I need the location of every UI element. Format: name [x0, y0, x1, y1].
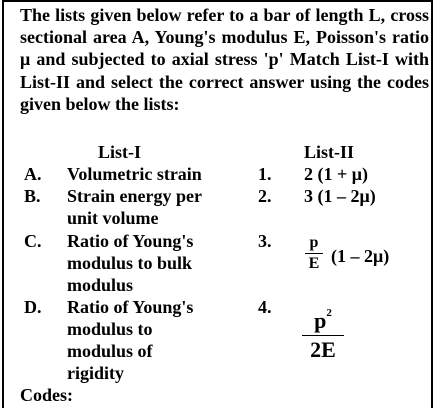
list1-item-c-line1: Ratio of Young's [67, 231, 194, 251]
fraction-bar [302, 335, 344, 336]
list2-heading: List-II [304, 142, 355, 162]
codes-label: Codes: [20, 385, 73, 405]
list1-item-b-line1: Strain energy per [67, 186, 202, 206]
list1-item-c-line3: modulus [67, 275, 134, 295]
list2-item-2: 3 (1 – 2μ) [304, 186, 376, 206]
list1-item-d-line4: rigidity [67, 363, 124, 383]
list1-item-d-line1: Ratio of Young's [67, 297, 194, 317]
list2-item-3-denominator: E [308, 255, 320, 272]
question-text: The lists given below refer to a bar of length L, cross sectional area A, Young's modulus E, Poisson's ratio μ and subjected to axial stress 'p' Match List-I with List-II and select the correct answer using the codes given below the lists: [20, 5, 429, 114]
list2-item-4-denominator: 2E [310, 337, 336, 362]
list1-key-c: C. [24, 231, 42, 251]
list1-item-b-line2: unit volume [67, 208, 159, 228]
list2-key-3: 3. [258, 231, 272, 251]
list2-item-4-numerator [302, 300, 344, 334]
list2-key-4: 4. [258, 297, 272, 317]
list1-key-d: D. [24, 297, 42, 317]
list2-item-3-numerator: p [309, 234, 319, 251]
list1-item-a-line1: Volumetric strain [67, 164, 202, 184]
list2-item-3-suffix: (1 – 2μ) [331, 246, 390, 266]
list2-key-2: 2. [258, 186, 272, 206]
list2-item-1: 2 (1 + μ) [304, 164, 368, 184]
list1-item-c-line2: modulus to bulk [67, 253, 193, 273]
list1-heading: List-I [98, 142, 142, 162]
list1-item-d-line2: modulus to [67, 319, 153, 339]
list2-item-4-exponent: 2 [326, 307, 332, 319]
list1-key-b: B. [24, 186, 41, 206]
list2-item-3-fraction [305, 234, 323, 273]
list2-item-4-base: p [314, 308, 327, 333]
list1-item-d-line3: modulus of [67, 341, 153, 361]
fraction-bar [305, 253, 323, 254]
list1-key-a: A. [24, 164, 42, 184]
list2-key-1: 1. [258, 164, 272, 184]
list2-item-4-fraction [302, 300, 344, 363]
